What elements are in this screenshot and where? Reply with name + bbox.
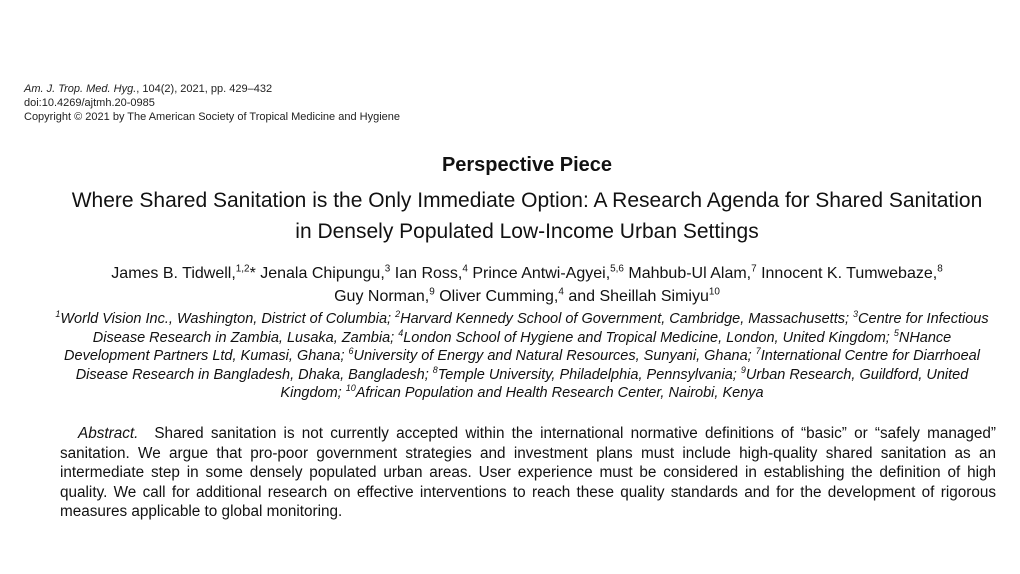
- affiliations: [0, 310, 1020, 403]
- author-affil-sup: 5,6: [610, 263, 624, 275]
- author-name: Ian Ross,: [394, 265, 463, 282]
- affil-text: Centre for Infectious: [858, 311, 989, 327]
- author-name: and Sheillah Simiyu: [568, 288, 709, 305]
- author-name: Jenala Chipungu,: [260, 265, 385, 282]
- author-line-1: [0, 262, 1020, 285]
- author-affil-sup: 8: [937, 263, 943, 275]
- copyright-line: Copyright © 2021 by The American Society of Tropical Medicine and Hygiene: [24, 111, 400, 123]
- affil-sup: 4: [398, 327, 404, 338]
- affil-text: African Population and Health Research Center, Nairobi, Kenya: [355, 385, 764, 401]
- affil-sup: 3: [853, 309, 859, 320]
- abstract-paragraph: [60, 424, 996, 522]
- abstract: [60, 424, 996, 522]
- author-affil-sup: 4: [462, 263, 468, 275]
- affil-text: London School of Hygiene and Tropical Medicine, London, United Kingdom;: [403, 329, 894, 346]
- corresponding-mark: *: [249, 265, 261, 282]
- affil-sup: 10: [345, 383, 356, 394]
- abstract-label: Abstract.: [78, 425, 139, 442]
- title-line-2: in Densely Populated Low-Income Urban Settings: [295, 220, 759, 243]
- affil-line-5: [0, 384, 1020, 403]
- section-title: Perspective Piece: [441, 154, 613, 176]
- author-line-2: [0, 285, 1020, 308]
- affil-text: Urban Research, Guildford, United: [745, 366, 969, 383]
- citation-details: , 104(2), 2021, pp. 429–432: [136, 83, 273, 95]
- affil-line-3: [0, 347, 1020, 366]
- doi-line[interactable]: doi:10.4269/ajtmh.20-0985: [24, 97, 155, 109]
- author-name: Mahbub-Ul Alam,: [628, 265, 752, 282]
- article-title: [0, 185, 1020, 247]
- affil-text: University of Energy and Natural Resources, Sunyani, Ghana;: [353, 348, 756, 364]
- citation-line: [24, 82, 400, 96]
- affil-line-4: [0, 366, 1020, 385]
- journal-name: Am. J. Trop. Med. Hyg.: [24, 83, 137, 95]
- author-name: Innocent K. Tumwebaze,: [761, 265, 938, 282]
- affil-sup: 9: [740, 364, 746, 375]
- affil-text: Kingdom;: [280, 385, 346, 401]
- affil-sup: 5: [893, 327, 899, 338]
- author-affil-sup: 9: [429, 286, 435, 298]
- author-affil-sup: 1,2: [235, 263, 250, 275]
- author-name: Prince Antwi-Agyei,: [472, 265, 611, 282]
- affil-sup: 2: [395, 309, 401, 320]
- affil-text: World Vision Inc., Washington, District of Columbia;: [60, 311, 396, 327]
- affil-sup: 1: [55, 309, 61, 320]
- affil-text: Temple University, Philadelphia, Pennsylvania;: [437, 366, 741, 383]
- affil-text: Disease Research in Bangladesh, Dhaka, Bangladesh;: [75, 366, 433, 383]
- title-line-1: Where Shared Sanitation is the Only Immediate Option: A Research Agenda for Shared Sanitation: [71, 189, 983, 212]
- journal-header: [24, 82, 400, 124]
- affil-text: International Centre for Diarrhoeal: [760, 348, 980, 364]
- affil-sup: 8: [432, 364, 438, 375]
- author-affil-sup: 7: [751, 263, 757, 275]
- affil-text: Harvard Kennedy School of Government, Cambridge, Massachusetts;: [400, 311, 854, 327]
- affil-sup: 6: [348, 346, 354, 357]
- author-name: Guy Norman,: [334, 288, 430, 305]
- author-name: Oliver Cumming,: [439, 288, 559, 305]
- affil-text: NHance: [898, 329, 952, 346]
- affil-sup: 7: [755, 346, 761, 357]
- author-affil-sup: 10: [708, 286, 720, 298]
- author-list: [0, 262, 1020, 308]
- abstract-text: Shared sanitation is not currently accepted within the international normative definitions of “basic” or “safely managed” sanitation. We argue that pro-poor government strategies and investment plans must include high-quality shared sanitation as an intermediate step in some densely populated urban areas. User experience must be considered in establishing the definition of high quality. We call for additional research on effective interventions to reach these quality standards and for the development of rigorous measures applicable to global monitoring.: [60, 425, 996, 520]
- author-affil-sup: 3: [384, 263, 391, 275]
- affil-line-1: [0, 310, 1020, 329]
- affil-line-2: [0, 329, 1020, 348]
- author-affil-sup: 4: [558, 286, 564, 298]
- author-name: James B. Tidwell,: [111, 265, 236, 282]
- affil-text: Development Partners Ltd, Kumasi, Ghana;: [64, 348, 349, 364]
- affil-text: Disease Research in Zambia, Lusaka, Zambia;: [92, 329, 399, 346]
